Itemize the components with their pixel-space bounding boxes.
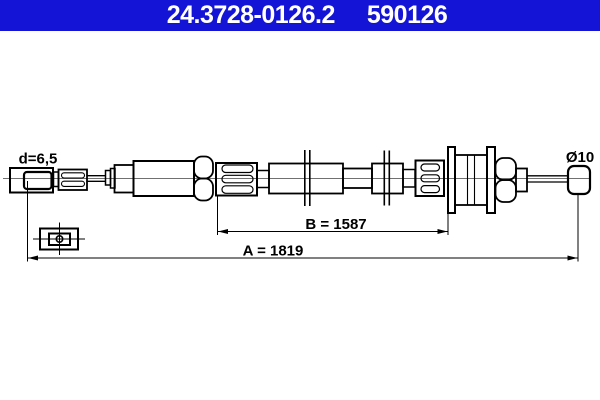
- mounting-flange-assembly: [448, 147, 495, 213]
- part-number: 24.3728-0126.2: [166, 1, 335, 29]
- arrow-left-icon: [28, 256, 38, 261]
- right-diameter-label: Ø10: [565, 149, 595, 166]
- hex-nut: [496, 158, 517, 202]
- flange-rear: [487, 147, 495, 213]
- flange-cylinder: [455, 155, 487, 205]
- end-nipple: [568, 166, 590, 194]
- dimension-a-label: A = 1819: [242, 242, 304, 260]
- left-clevis: [10, 168, 53, 193]
- arrow-right-icon: [568, 256, 578, 261]
- arrow-right-icon: [438, 229, 448, 234]
- adjuster-sleeve: [54, 170, 88, 191]
- mounting-clip: [33, 223, 85, 256]
- left-diameter-label: d=6,5: [18, 150, 58, 168]
- reference-number: 590126: [366, 1, 448, 29]
- arrow-left-icon: [218, 229, 228, 234]
- slotted-sleeve-left: [216, 163, 257, 196]
- flange-front: [448, 147, 455, 213]
- dimension-b-label: B = 1587: [305, 216, 367, 233]
- thread-stub: [516, 169, 527, 192]
- dimension-b: [218, 196, 449, 235]
